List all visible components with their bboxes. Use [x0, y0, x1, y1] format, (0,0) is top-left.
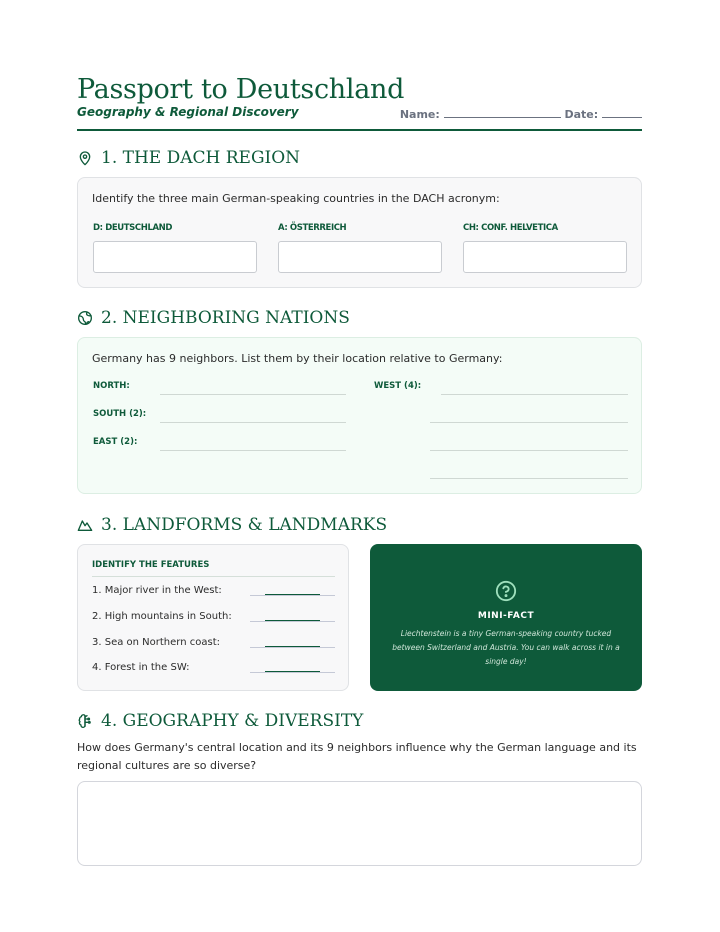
west-answer-line-4[interactable]: [430, 478, 628, 479]
mini-fact-title: MINI-FACT: [477, 611, 535, 621]
west-label: WEST (4):: [374, 381, 422, 391]
east-label: EAST (2):: [93, 437, 138, 447]
feature-row: [92, 611, 335, 625]
section-4-title: 4. GEOGRAPHY & DIVERSITY: [101, 711, 364, 731]
south-label: SOUTH (2):: [93, 409, 147, 419]
dach-input-ch[interactable]: [463, 241, 627, 273]
dach-label-ch: CH: CONF. HELVETICA: [463, 223, 558, 233]
feature-answer-blank[interactable]: [250, 595, 335, 596]
date-label: Date:: [564, 108, 599, 121]
neighbors-prompt: Germany has 9 neighbors. List them by their location relative to Germany:: [92, 352, 503, 365]
north-label: NORTH:: [93, 381, 130, 391]
page-title: Passport to Deutschland: [77, 74, 405, 105]
section-1-heading: [77, 148, 300, 168]
section-3-heading: [77, 515, 387, 535]
dach-input-a[interactable]: [278, 241, 442, 273]
section-2-title: 2. NEIGHBORING NATIONS: [101, 308, 350, 328]
features-divider: [92, 576, 335, 577]
globe-icon: [77, 310, 93, 326]
feature-row: [92, 662, 335, 676]
mountain-icon: [77, 517, 93, 533]
feature-row: [92, 585, 335, 599]
dach-card: [77, 177, 642, 288]
diversity-answer-box[interactable]: [77, 781, 642, 866]
mini-fact-text: Liechtenstein is a tiny German-speaking country tucked between Switzerland and Austria. You can walk across it in a single day!: [392, 629, 620, 666]
west-answer-line-1[interactable]: [441, 394, 628, 395]
name-date-fields: [400, 108, 642, 121]
neighbors-card: [77, 337, 642, 494]
dach-prompt: Identify the three main German-speaking countries in the DACH acronym:: [92, 192, 500, 205]
feature-answer-blank[interactable]: [250, 621, 335, 622]
dach-field-a: [278, 223, 442, 273]
dach-field-d: [93, 223, 257, 273]
feature-question: 2. High mountains in South:: [92, 611, 232, 622]
brain-icon: [77, 713, 93, 729]
worksheet-header: [77, 74, 642, 131]
section-2-heading: [77, 308, 350, 328]
feature-answer-blank[interactable]: [250, 647, 335, 648]
features-card: [77, 544, 349, 691]
page-subtitle: Geography & Regional Discovery: [77, 105, 299, 119]
west-answer-line-2[interactable]: [430, 422, 628, 423]
section-4-heading: [77, 711, 363, 731]
feature-question: 4. Forest in the SW:: [92, 662, 190, 673]
feature-question: 1. Major river in the West:: [92, 585, 222, 596]
question-circle-icon: [495, 580, 517, 602]
mini-fact-card: [370, 544, 642, 691]
feature-row: [92, 637, 335, 651]
dach-input-d[interactable]: [93, 241, 257, 273]
name-blank[interactable]: [444, 108, 561, 118]
section-1-title: 1. THE DACH REGION: [101, 148, 301, 168]
dach-field-ch: [463, 223, 627, 273]
date-blank[interactable]: [602, 108, 642, 118]
south-answer-line[interactable]: [160, 422, 346, 423]
west-answer-line-3[interactable]: [430, 450, 628, 451]
name-label: Name:: [399, 108, 440, 121]
dach-label-a: A: ÖSTERREICH: [278, 223, 347, 233]
section-3-title: 3. LANDFORMS & LANDMARKS: [101, 515, 388, 535]
north-answer-line[interactable]: [160, 394, 346, 395]
feature-question: 3. Sea on Northern coast:: [92, 637, 220, 648]
features-title: IDENTIFY THE FEATURES: [92, 560, 210, 570]
east-answer-line[interactable]: [160, 450, 346, 451]
map-pin-icon: [77, 150, 93, 166]
feature-answer-blank[interactable]: [250, 672, 335, 673]
dach-label-d: D: DEUTSCHLAND: [93, 223, 173, 233]
diversity-question: How does Germany's central location and its 9 neighbors influence why the German language and its regional cultures are so diverse?: [77, 741, 637, 772]
